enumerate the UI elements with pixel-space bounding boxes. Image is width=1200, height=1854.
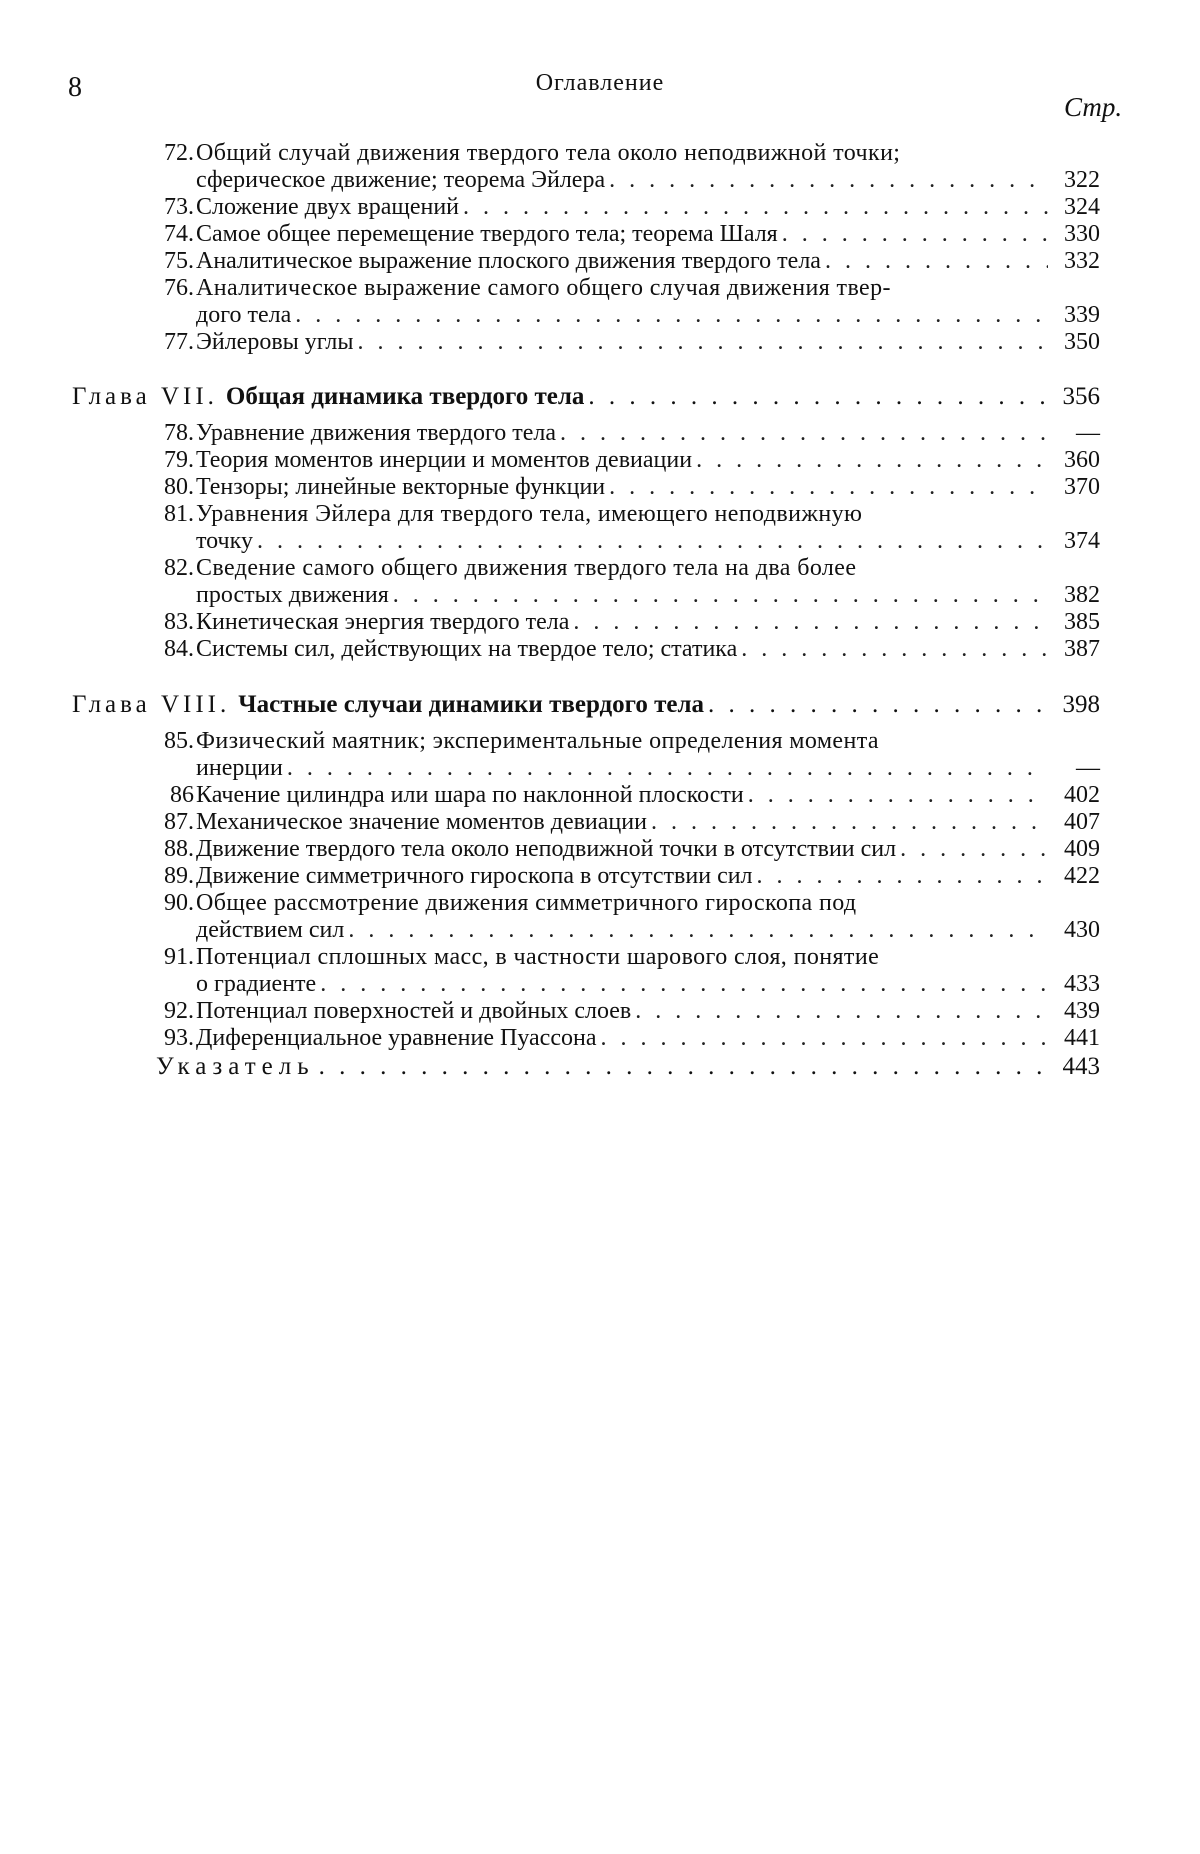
dot-leader [635, 998, 1048, 1025]
dot-leader [393, 582, 1048, 609]
entry-text: Сложение двух вращений [196, 194, 460, 220]
entry-number: 84. [164, 636, 194, 662]
entry-line [196, 917, 1100, 944]
entry-line [196, 167, 1100, 194]
entry-line [196, 329, 1100, 356]
toc-entry [164, 140, 1100, 194]
entry-line [196, 809, 1100, 836]
entry-number: 81. [164, 501, 194, 527]
chapter-page: 398 [1062, 691, 1100, 718]
entry-page: 409 [1064, 836, 1100, 862]
dot-leader [463, 194, 1048, 221]
toc-entry [164, 221, 1100, 248]
entry-text: Общее рассмотрение движения симметричного гироскопа под [196, 890, 857, 916]
entry-number: 87. [164, 809, 194, 835]
entry-page: 385 [1064, 609, 1100, 635]
entry-text: Аналитическое выражение самого общего случая движения твер- [196, 275, 891, 301]
entry-text: Аналитическое выражение плоского движения твердого тела [196, 248, 821, 274]
entry-text: Уравнения Эйлера для твердого тела, имеющего неподвижную [196, 501, 863, 527]
entry-page: 430 [1064, 917, 1100, 943]
toc-entry [164, 836, 1100, 863]
entry-number: 73. [164, 194, 194, 220]
entry-line [196, 755, 1100, 782]
entry-page: 332 [1064, 248, 1100, 274]
dot-leader [257, 528, 1048, 555]
dot-leader [609, 474, 1048, 501]
dot-leader [748, 782, 1048, 809]
dot-leader [757, 863, 1048, 890]
entry-text: дого тела [196, 302, 292, 328]
entry-text: Механическое значение моментов девиации [196, 809, 647, 835]
toc-entry [164, 329, 1100, 356]
index-entry [156, 1052, 1100, 1082]
entry-number: 77. [164, 329, 194, 355]
entry-text: Теория моментов инерции и моментов девиации [196, 447, 693, 473]
entry-line [196, 890, 1100, 917]
toc-entry [164, 447, 1100, 474]
entry-line [196, 447, 1100, 474]
entry-line [196, 221, 1100, 248]
entry-number: 92. [164, 998, 194, 1024]
toc-entry [164, 248, 1100, 275]
entry-text: простых движения [196, 582, 389, 608]
entry-number: 88. [164, 836, 194, 862]
dot-leader [651, 809, 1048, 836]
entry-text: Тензоры; линейные векторные функции [196, 474, 606, 500]
entry-number: 91. [164, 944, 194, 970]
entry-line [196, 728, 1100, 755]
entry-line [196, 636, 1100, 663]
dot-leader [319, 1052, 1048, 1082]
chapter-label: Глава VII. [72, 383, 218, 410]
page-column-label: Стр. [1064, 92, 1123, 122]
entry-line [196, 971, 1100, 998]
entry-number: 82. [164, 555, 194, 581]
entry-page: 322 [1064, 167, 1100, 193]
entry-text: Движение твердого тела около неподвижной точки в отсутствии сил [196, 836, 897, 862]
chapter-title: Частные случаи динамики твердого тела [238, 691, 705, 718]
entry-page: 370 [1064, 474, 1100, 500]
entry-text: Физический маятник; экспериментальные определения момента [196, 728, 879, 754]
entry-page: 324 [1064, 194, 1100, 220]
entry-page: 374 [1064, 528, 1100, 554]
toc-section [0, 140, 1200, 356]
toc-entry [164, 728, 1100, 782]
toc-entry [164, 501, 1100, 555]
entry-page: 382 [1064, 582, 1100, 608]
entry-text: инерции [196, 755, 283, 781]
entry-number: 90. [164, 890, 194, 916]
entry-line [196, 528, 1100, 555]
entry-line [196, 582, 1100, 609]
entry-number: 72. [164, 140, 194, 166]
dot-leader [825, 248, 1048, 275]
toc-entry [164, 275, 1100, 329]
index-label: Указатель [156, 1053, 315, 1080]
toc-section [0, 690, 1200, 1052]
entry-number: 93. [164, 1025, 194, 1051]
entry-line [196, 194, 1100, 221]
dot-leader [708, 690, 1048, 720]
entry-page: 330 [1064, 221, 1100, 247]
entry-line [196, 863, 1100, 890]
entry-line [196, 420, 1100, 447]
dot-leader [609, 167, 1048, 194]
entry-page: 350 [1064, 329, 1100, 355]
entry-text: о градиенте [196, 971, 317, 997]
toc-entry [164, 555, 1100, 609]
entry-text: действием сил [196, 917, 345, 943]
entry-text: Потенциал сплошных масс, в частности шарового слоя, понятие [196, 944, 880, 970]
entry-number: 80. [164, 474, 194, 500]
entry-text: Качение цилиндра или шара по наклонной плоскости [196, 782, 744, 808]
toc-entry [170, 782, 1100, 809]
toc-entry [164, 863, 1100, 890]
page-number: 8 [68, 72, 82, 103]
entry-page: 441 [1064, 1025, 1100, 1051]
entry-text: Потенциал поверхностей и двойных слоев [196, 998, 632, 1024]
toc-entry [164, 809, 1100, 836]
entry-text: Системы сил, действующих на твердое тело; статика [196, 636, 738, 662]
entry-text: Движение симметричного гироскопа в отсутствии сил [196, 863, 753, 889]
entry-line [196, 501, 1100, 528]
entry-line [196, 998, 1100, 1025]
toc-entry [164, 474, 1100, 501]
entry-page: — [1076, 755, 1100, 781]
entry-line [196, 275, 1100, 302]
chapter-page: 356 [1062, 383, 1100, 410]
entry-text: Сведение самого общего движения твердого тела на два более [196, 555, 857, 581]
entry-text: Кинетическая энергия твердого тела [196, 609, 570, 635]
index-page: 443 [1062, 1053, 1100, 1080]
toc-entry [164, 420, 1100, 447]
entry-text: сферическое движение; теорема Эйлера [196, 167, 606, 193]
entry-number: 86 [170, 782, 194, 808]
entry-number: 85. [164, 728, 194, 754]
entry-line [196, 836, 1100, 863]
toc-entry [164, 890, 1100, 944]
dot-leader [696, 447, 1048, 474]
page-header: Оглавление [535, 70, 665, 96]
toc-section [0, 382, 1200, 663]
dot-leader [900, 836, 1048, 863]
entry-page: 422 [1064, 863, 1100, 889]
dot-leader [741, 636, 1048, 663]
toc-entry [164, 636, 1100, 663]
dot-leader [588, 382, 1048, 412]
entry-number: 79. [164, 447, 194, 473]
entry-line [196, 248, 1100, 275]
entry-line [196, 782, 1100, 809]
entry-text: Общий случай движения твердого тела около неподвижной точки; [196, 140, 901, 166]
entry-line [196, 944, 1100, 971]
entry-text: точку [196, 528, 253, 554]
toc-entry [164, 1025, 1100, 1052]
toc-entry [164, 998, 1100, 1025]
entry-text: Диференциальное уравнение Пуассона [196, 1025, 597, 1051]
entry-number: 76. [164, 275, 194, 301]
entry-number: 83. [164, 609, 194, 635]
entry-line [196, 1025, 1100, 1052]
toc-entry [164, 944, 1100, 998]
entry-line [196, 474, 1100, 501]
chapter-heading [72, 690, 1100, 720]
dot-leader [560, 420, 1048, 447]
entry-number: 75. [164, 248, 194, 274]
entry-text: Самое общее перемещение твердого тела; теорема Шаля [196, 221, 778, 247]
chapter-heading [72, 382, 1100, 412]
dot-leader [287, 755, 1048, 782]
entry-page: 339 [1064, 302, 1100, 328]
dot-leader [320, 971, 1048, 998]
dot-leader [782, 221, 1048, 248]
entry-page: — [1076, 420, 1100, 446]
toc-entry [164, 194, 1100, 221]
entry-line [196, 555, 1100, 582]
entry-text: Эйлеровы углы [196, 329, 354, 355]
entry-number: 78. [164, 420, 194, 446]
dot-leader [358, 329, 1049, 356]
entry-page: 433 [1064, 971, 1100, 997]
entry-page: 402 [1064, 782, 1100, 808]
entry-line [196, 302, 1100, 329]
dot-leader [573, 609, 1048, 636]
chapter-title: Общая динамика твердого тела [225, 383, 585, 410]
entry-number: 74. [164, 221, 194, 247]
entry-line [196, 609, 1100, 636]
entry-line [196, 140, 1100, 167]
chapter-label: Глава VIII. [72, 691, 231, 718]
entry-number: 89. [164, 863, 194, 889]
toc-entry [164, 609, 1100, 636]
entry-page: 439 [1064, 998, 1100, 1024]
dot-leader [295, 302, 1048, 329]
entry-page: 360 [1064, 447, 1100, 473]
entry-page: 387 [1064, 636, 1100, 662]
dot-leader [348, 917, 1048, 944]
dot-leader [600, 1025, 1048, 1052]
entry-page: 407 [1064, 809, 1100, 835]
entry-text: Уравнение движения твердого тела [196, 420, 556, 446]
